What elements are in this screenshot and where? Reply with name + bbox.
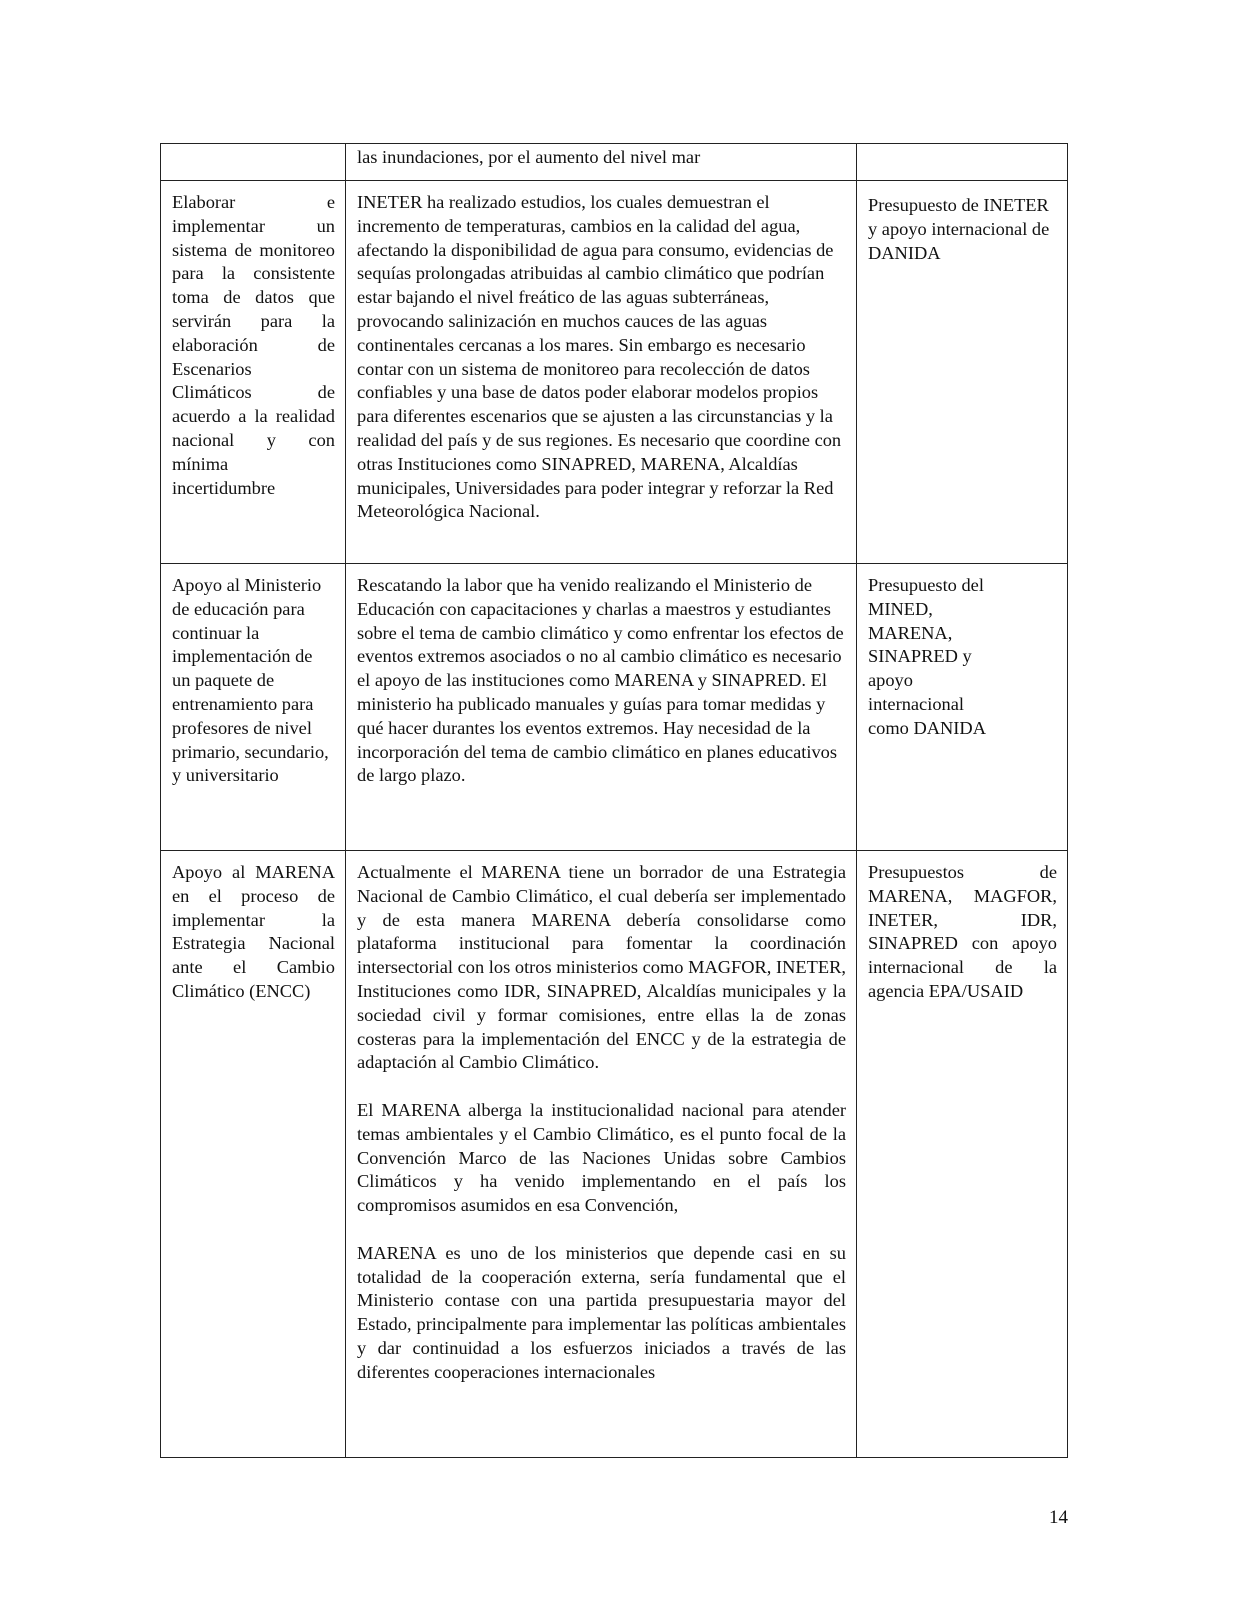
description-paragraph: MARENA es uno de los ministerios que depende casi en su totalidad de la cooperación externa, sería fundamental que el Ministerio contase con una partida presupuestaria mayor del Estado, principalmente para implementar las políticas ambientales y dar continuidad a los esfuerzos iniciados a través de las diferentes cooperaciones internacionales bbox=[357, 1242, 846, 1382]
funding-cell bbox=[857, 144, 1068, 181]
table-row bbox=[161, 564, 1068, 851]
funding-cell: Presupuesto de INETER y apoyo internacional de DANIDA bbox=[857, 181, 1068, 564]
description-cell bbox=[346, 144, 857, 181]
table-row bbox=[161, 144, 1068, 181]
action-cell bbox=[161, 144, 346, 181]
table-row bbox=[161, 181, 1068, 564]
action-cell: Apoyo al MARENA en el proceso de implementar la Estrategia Nacional ante el Cambio Climático (ENCC) bbox=[161, 851, 346, 1458]
action-cell: Apoyo al Ministerio de educación para continuar la implementación de un paquete de entrenamiento para profesores de nivel primario, secundario, y universitario bbox=[161, 564, 346, 851]
description-cell bbox=[346, 564, 857, 851]
description-paragraph: Actualmente el MARENA tiene un borrador de una Estrategia Nacional de Cambio Climático, el cual debería ser implementado y de esta manera MARENA debería consolidarse como plataforma institucional para fomentar la coordinación intersectorial con los otros ministerios como MAGFOR, INETER, Instituciones como IDR, SINAPRED, Alcaldías municipales y la sociedad civil y formar comisiones, entre ellas la de zonas costeras para la implementación del ENCC y de la estrategia de adaptación al Cambio Climático. bbox=[357, 862, 846, 1073]
table-row bbox=[161, 851, 1068, 1458]
description-paragraph: INETER ha realizado estudios, los cuales demuestran el incremento de temperaturas, cambios en la calidad del agua, afectando la disponibilidad de agua para consumo, evidencias de sequías prolongadas atribuidas al cambio climático que podrían estar bajando el nivel freático de las aguas subterráneas, provocando salinización en muchos cauces de las aguas continentales cercanas a los mares. Sin embargo es necesario contar con un sistema de monitoreo para recolección de datos confiables y una base de datos poder elaborar modelos propios para diferentes escenarios que se ajusten a las circunstancias y la realidad del país y de sus regiones. Es necesario que coordine con otras Instituciones como SINAPRED, MARENA, Alcaldías municipales, Universidades para poder integrar y reforzar la Red Meteorológica Nacional. bbox=[357, 192, 842, 522]
description-cell bbox=[346, 851, 857, 1458]
actions-table bbox=[160, 143, 1068, 1458]
action-cell: Elaborar e implementar un sistema de monitoreo para la consistente toma de datos que servirán para la elaboración de Escenarios Climáticos de acuerdo a la realidad nacional y con mínima incertidumbre bbox=[161, 181, 346, 564]
description-paragraph: El MARENA alberga la institucionalidad nacional para atender temas ambientales y el Cambio Climático, es el punto focal de la Convención Marco de las Naciones Unidas sobre Cambios Climáticos y ha venido implementando en el país los compromisos asumidos en esa Convención, bbox=[357, 1099, 846, 1216]
description-cell bbox=[346, 181, 857, 564]
funding-cell: Presupuesto del MINED, MARENA, SINAPRED y apoyo internacional como DANIDA bbox=[857, 564, 1068, 851]
page-number: 14 bbox=[1049, 1507, 1068, 1528]
description-paragraph: las inundaciones, por el aumento del nivel mar bbox=[357, 147, 701, 167]
funding-cell: Presupuestos de MARENA, MAGFOR, INETER, IDR, SINAPRED con apoyo internacional de la agencia EPA/USAID bbox=[857, 851, 1068, 1458]
description-paragraph: Rescatando la labor que ha venido realizando el Ministerio de Educación con capacitaciones y charlas a maestros y estudiantes sobre el tema de cambio climático y como enfrentar los efectos de eventos extremos asociados o no al cambio climático es necesario el apoyo de las instituciones como MARENA y SINAPRED. El ministerio ha publicado manuales y guías para tomar medidas y qué hacer durantes los eventos extremos. Hay necesidad de la incorporación del tema de cambio climático en planes educativos de largo plazo. bbox=[357, 575, 844, 786]
